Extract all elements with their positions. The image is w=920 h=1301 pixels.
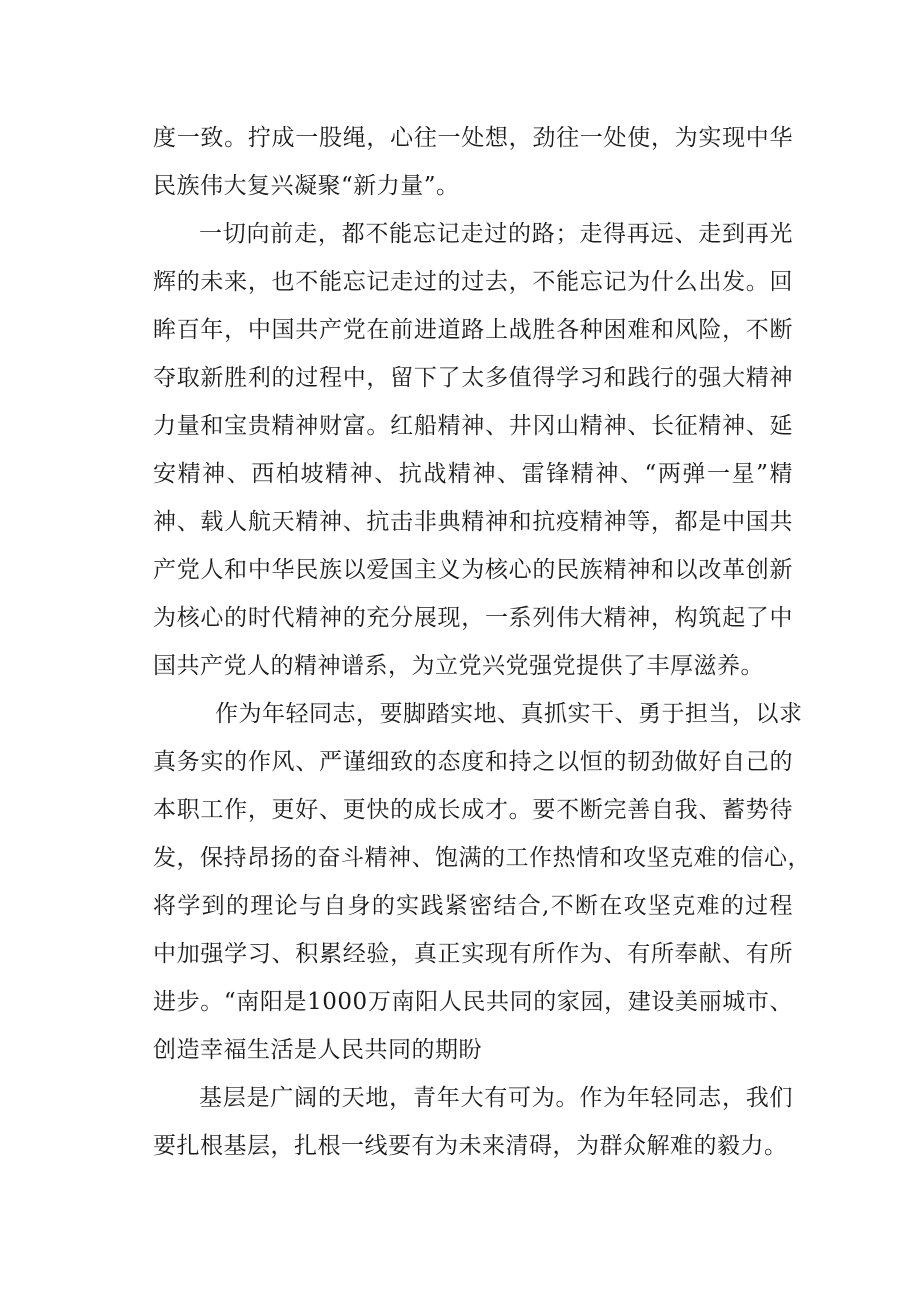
paragraph-line: 将学到的理论与自身的实践紧密结合,不断在攻坚克难的过程 [153, 893, 793, 919]
paragraph-line: 神、载人航天精神、抗击非典精神和抗疫精神等，都是中国共 [153, 509, 793, 535]
paragraph-line: 民族伟大复兴凝聚“新力量”。 [153, 173, 460, 199]
paragraph-line: 产党人和中华民族以爱国主义为核心的民族精神和以改革创新 [153, 557, 793, 583]
paragraph-line: 要扎根基层，扎根一线要有为未来清碍，为群众解难的毅力。 [153, 1133, 788, 1159]
paragraph-line: 国共产党人的精神谱系，为立党兴党强党提供了丰厚滋养。 [153, 653, 764, 679]
paragraph-line: 作为年轻同志，要脚踏实地、真抓实干、勇于担当，以求 [215, 701, 803, 727]
paragraph-line: 进步。“南阳是1000万南阳人民共同的家园，建设美丽城市、 [153, 989, 793, 1015]
paragraph-1 [153, 114, 793, 210]
body-text [153, 114, 811, 1170]
paragraph-line: 中加强学习、积累经验，真正实现有所作为、有所奉献、有所 [153, 941, 793, 967]
paragraph-line: 真务实的作风、严谨细致的态度和持之以恒的韧劲做好自己的 [153, 749, 793, 775]
paragraph-line: 发，保持昂扬的奋斗精神、饱满的工作热情和攻坚克难的信心， [153, 845, 811, 871]
paragraph-line: 基层是广阔的天地，青年大有可为。作为年轻同志，我们 [199, 1085, 793, 1111]
paragraph-line: 力量和宝贵精神财富。红船精神、井冈山精神、长征精神、延 [153, 413, 793, 439]
paragraph-line: 本职工作，更好、更快的成长成才。要不断完善自我、蓄势待 [153, 797, 793, 823]
paragraph-line: 安精神、西柏坡精神、抗战精神、雷锋精神、“两弹一星”精 [153, 461, 793, 487]
paragraph-line: 创造幸福生活是人民共同的期盼 [153, 1037, 482, 1063]
paragraph-4 [153, 1074, 793, 1170]
paragraph-line: 为核心的时代精神的充分展现，一系列伟大精神，构筑起了中 [153, 605, 793, 631]
paragraph-3 [153, 690, 811, 1074]
paragraph-line: 夺取新胜利的过程中，留下了太多值得学习和践行的强大精神 [153, 365, 793, 391]
paragraph-line: 一切向前走，都不能忘记走过的路；走得再远、走到再光 [199, 221, 793, 247]
paragraph-line: 度一致。拧成一股绳，心往一处想，劲往一处使，为实现中华 [153, 125, 793, 151]
paragraph-line: 眸百年，中国共产党在前进道路上战胜各种困难和风险，不断 [153, 317, 793, 343]
paragraph-line: 辉的未来，也不能忘记走过的过去，不能忘记为什么出发。回 [153, 269, 793, 295]
paragraph-2 [153, 210, 793, 690]
